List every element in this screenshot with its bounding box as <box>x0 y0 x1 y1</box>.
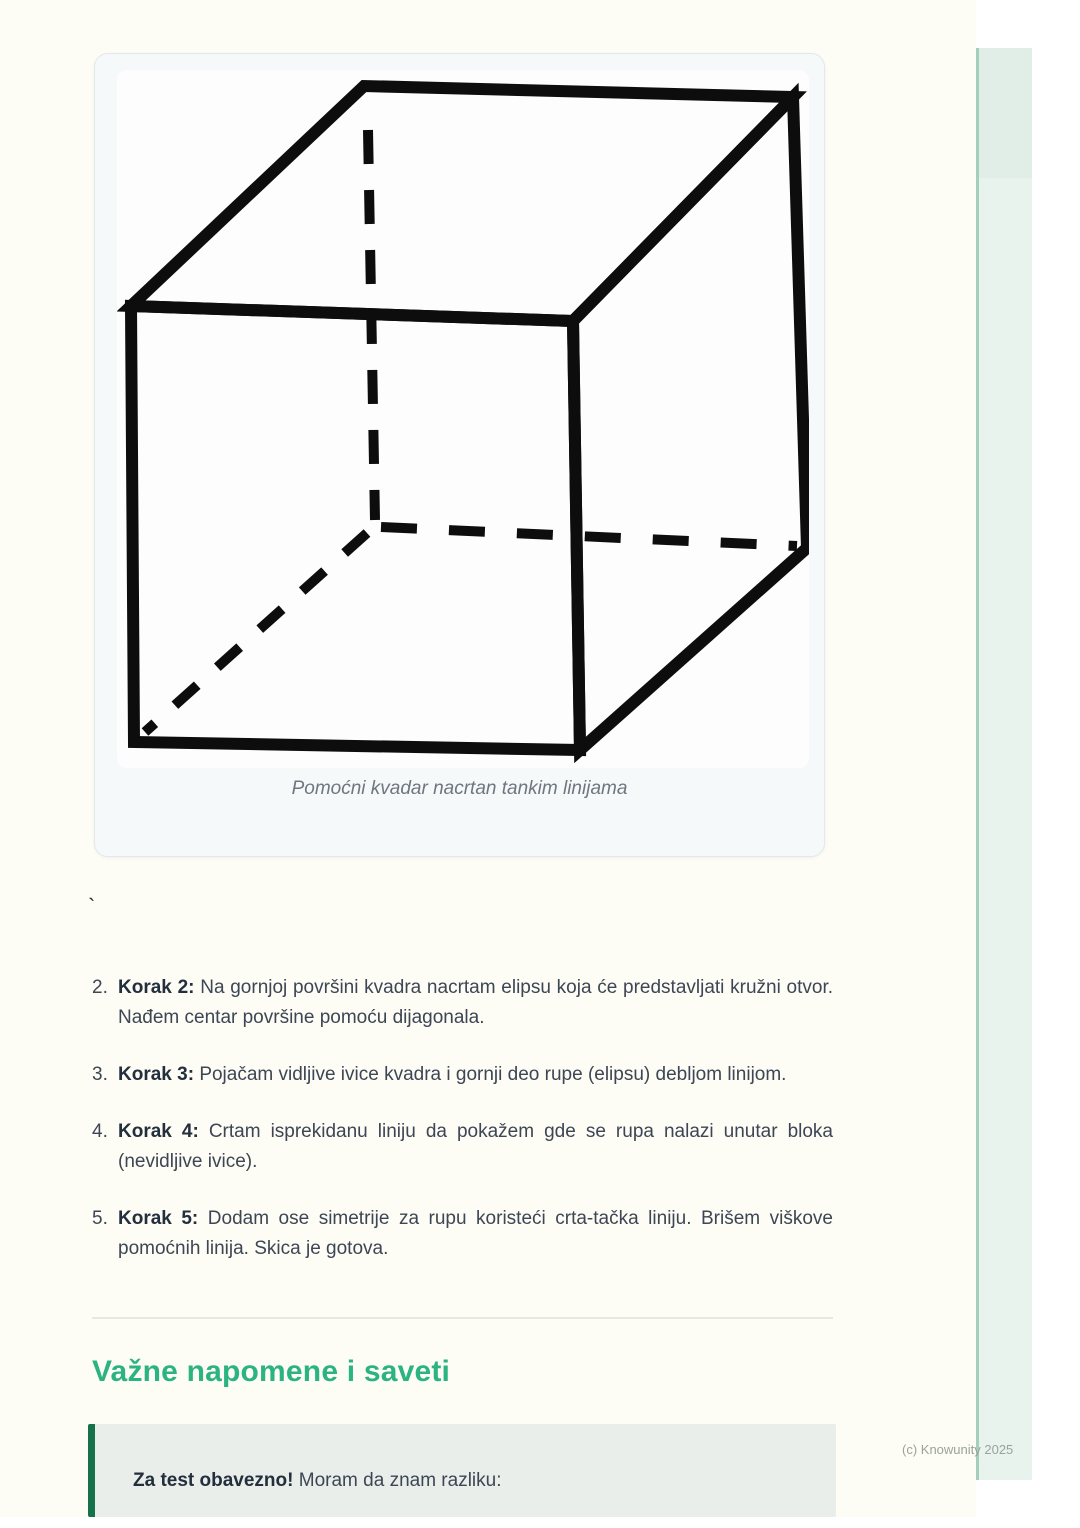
cuboid-right-face <box>573 97 807 750</box>
step-text-body <box>118 1060 833 1090</box>
stray-backtick: ` <box>88 894 96 919</box>
step-text-body <box>118 1204 833 1264</box>
callout-text: Moram da znam razliku: <box>298 1470 502 1491</box>
figure-caption: Pomoćni kvadar nacrtan tankim linijama <box>291 778 628 799</box>
cuboid-hidden-edge-vertical <box>368 130 375 520</box>
step-item-3 <box>92 1060 833 1090</box>
callout-label: Za test obavezno! <box>133 1470 294 1491</box>
step-label: Korak 5: <box>118 1208 199 1229</box>
step-text: Na gornjoj površini kvadra nacrtam elipsu koja će predstavljati kružni otvor. Nađem centar površine pomoću dijagonala. <box>118 977 834 1028</box>
step-label: Korak 4: <box>118 1121 199 1142</box>
callout-box <box>88 1424 836 1517</box>
step-label: Korak 3: <box>118 1064 195 1085</box>
step-text-body <box>118 1117 833 1177</box>
cuboid-figure-image <box>117 70 809 768</box>
step-text: Dodam ose simetrije za rupu koristeći crta-tačka liniju. Brišem viškove pomoćnih linija. Skica je gotova. <box>118 1208 833 1259</box>
step-item-2 <box>92 973 833 1033</box>
section-heading: Važne napomene i saveti <box>92 1355 451 1388</box>
step-number: 3. <box>92 1064 108 1085</box>
cuboid-drawing <box>117 70 809 768</box>
section-divider <box>92 1317 833 1319</box>
figure-card <box>94 53 825 857</box>
step-item-5 <box>92 1204 833 1264</box>
step-text: Pojačam vidljive ivice kvadra i gornji deo rupe (elipsu) debljom linijom. <box>199 1064 787 1085</box>
steps-list <box>92 973 833 1264</box>
right-rail-stripe-top <box>979 48 1032 178</box>
page-bottom-margin <box>0 1517 976 1528</box>
step-number: 2. <box>92 977 108 998</box>
step-number: 5. <box>92 1208 108 1229</box>
step-text: Crtam isprekidanu liniju da pokažem gde se rupa nalazi unutar bloka (nevidljive ivice). <box>118 1121 833 1172</box>
cuboid-hidden-edge-horizontal <box>381 527 797 546</box>
callout-text-line <box>133 1469 502 1493</box>
right-rail-accent-line <box>976 48 979 1480</box>
copyright-text: (c) Knowunity 2025 <box>902 1442 1014 1457</box>
cuboid-front-face <box>131 306 580 750</box>
step-number: 4. <box>92 1121 108 1142</box>
step-item-4 <box>92 1117 833 1177</box>
right-rail-stripe <box>979 48 1032 1480</box>
step-text-body <box>118 973 833 1033</box>
step-label: Korak 2: <box>118 977 195 998</box>
cuboid-hidden-edge-diagonal <box>145 533 367 732</box>
